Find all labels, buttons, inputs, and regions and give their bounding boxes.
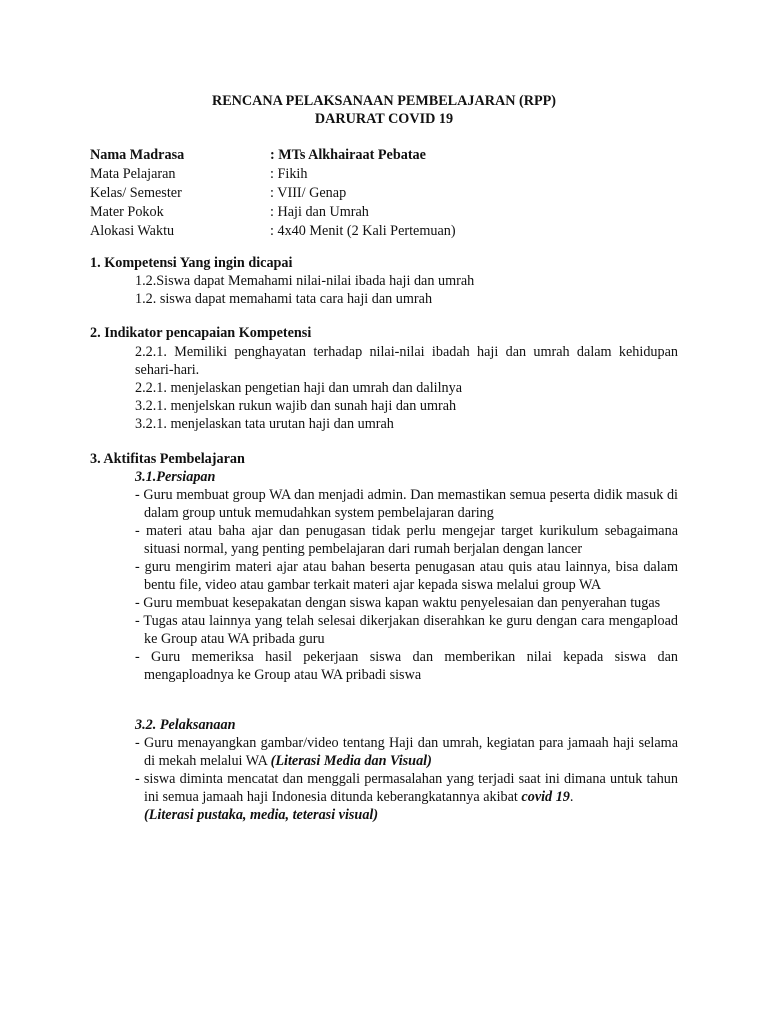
document-subtitle: DARURAT COVID 19 bbox=[314, 111, 454, 127]
list-item: - guru mengirim materi ajar atau bahan beserta penugasan atau quis atau lainnya, bisa dalam bentu file, video atau gambar terkait materi ajar kepada siswa melalui group WA bbox=[135, 559, 678, 593]
list-item: - Guru memeriksa hasil pekerjaan siswa dan memberikan nilai kepada siswa dan mengaploadnya ke Group atau WA pribadi siswa bbox=[135, 649, 678, 683]
list-item: - materi atau baha ajar dan penugasan tidak perlu mengejar target kurikulum sebagaimana situasi normal, yang penting pembelajaran dari rumah berjalan dengan lancer bbox=[135, 523, 678, 557]
info-value: : VIII/ Genap bbox=[270, 185, 347, 201]
literacy-note: (Literasi Media dan Visual) bbox=[270, 753, 432, 769]
info-row-topic bbox=[90, 203, 456, 222]
indicator-item: 3.2.1. menjelaskan tata urutan haji dan umrah bbox=[135, 416, 394, 432]
info-label: Nama Madrasa bbox=[90, 147, 185, 163]
info-label: Kelas/ Semester bbox=[90, 185, 182, 201]
info-value: : Haji dan Umrah bbox=[270, 204, 369, 220]
persiapan-list bbox=[135, 486, 678, 684]
info-label: Mater Pokok bbox=[90, 204, 164, 220]
list-item: - Guru membuat group WA dan menjadi admin. Dan memastikan semua peserta didik masuk di dalam group untuk memudahkan system pembelajaran daring bbox=[135, 487, 678, 521]
competency-item: 1.2.Siswa dapat Memahami nilai-nilai ibada haji dan umrah bbox=[135, 273, 475, 289]
section-heading-kompetensi: 1. Kompetensi Yang ingin dicapai bbox=[90, 255, 293, 271]
document-title: RENCANA PELAKSANAAN PEMBELAJARAN (RPP) bbox=[211, 93, 557, 109]
info-value: : Fikih bbox=[270, 166, 308, 182]
list-item bbox=[135, 770, 678, 824]
section-heading-aktifitas: 3. Aktifitas Pembelajaran bbox=[90, 451, 245, 467]
info-label: Mata Pelajaran bbox=[90, 166, 176, 182]
list-item bbox=[135, 734, 678, 770]
info-row-class bbox=[90, 184, 456, 203]
list-item-text: - siswa diminta mencatat dan menggali permasalahan yang terjadi saat ini dimana untuk tahun ini semua jamaah haji Indonesia ditunda keberangkatannya akibat bbox=[135, 771, 678, 805]
identity-block bbox=[90, 146, 456, 241]
info-label: Alokasi Waktu bbox=[90, 223, 175, 239]
info-row-madrasa bbox=[90, 146, 456, 165]
pelaksanaan-list bbox=[135, 734, 678, 824]
info-value: : 4x40 Menit (2 Kali Pertemuan) bbox=[270, 223, 456, 239]
list-item: - Guru membuat kesepakatan dengan siswa kapan waktu penyelesaian dan penyerahan tugas bbox=[135, 595, 661, 611]
emphasis-text: covid 19 bbox=[521, 789, 570, 805]
competency-item: 1.2. siswa dapat memahami tata cara haji dan umrah bbox=[135, 291, 433, 307]
literacy-note: (Literasi pustaka, media, teterasi visual) bbox=[144, 807, 379, 823]
subsection-heading-pelaksanaan: 3.2. Pelaksanaan bbox=[135, 717, 236, 733]
list-item-text: - Guru menayangkan gambar/video tentang Haji dan umrah, kegiatan para jamaah haji selama di mekah melalui WA bbox=[135, 735, 678, 769]
subsection-heading-persiapan: 3.1.Persiapan bbox=[135, 469, 216, 485]
list-item-text: . bbox=[569, 789, 574, 805]
indicator-item: 2.2.1. Memiliki penghayatan terhadap nilai-nilai ibadah haji dan umrah dalam kehidupan sehari-hari. bbox=[135, 344, 678, 378]
indicator-item: 3.2.1. menjelskan rukun wajib dan sunah haji dan umrah bbox=[135, 398, 457, 414]
list-item: - Tugas atau lainnya yang telah selesai dikerjakan diserahkan ke guru dengan cara mengapload ke Group atau WA pribada guru bbox=[135, 613, 678, 647]
indicator-item: 2.2.1. menjelaskan pengetian haji dan umrah dan dalilnya bbox=[135, 380, 462, 396]
section-heading-indikator: 2. Indikator pencapaian Kompetensi bbox=[90, 325, 312, 341]
info-row-subject bbox=[90, 165, 456, 184]
info-row-time bbox=[90, 222, 456, 241]
info-value: : MTs Alkhairaat Pebatae bbox=[270, 147, 426, 163]
